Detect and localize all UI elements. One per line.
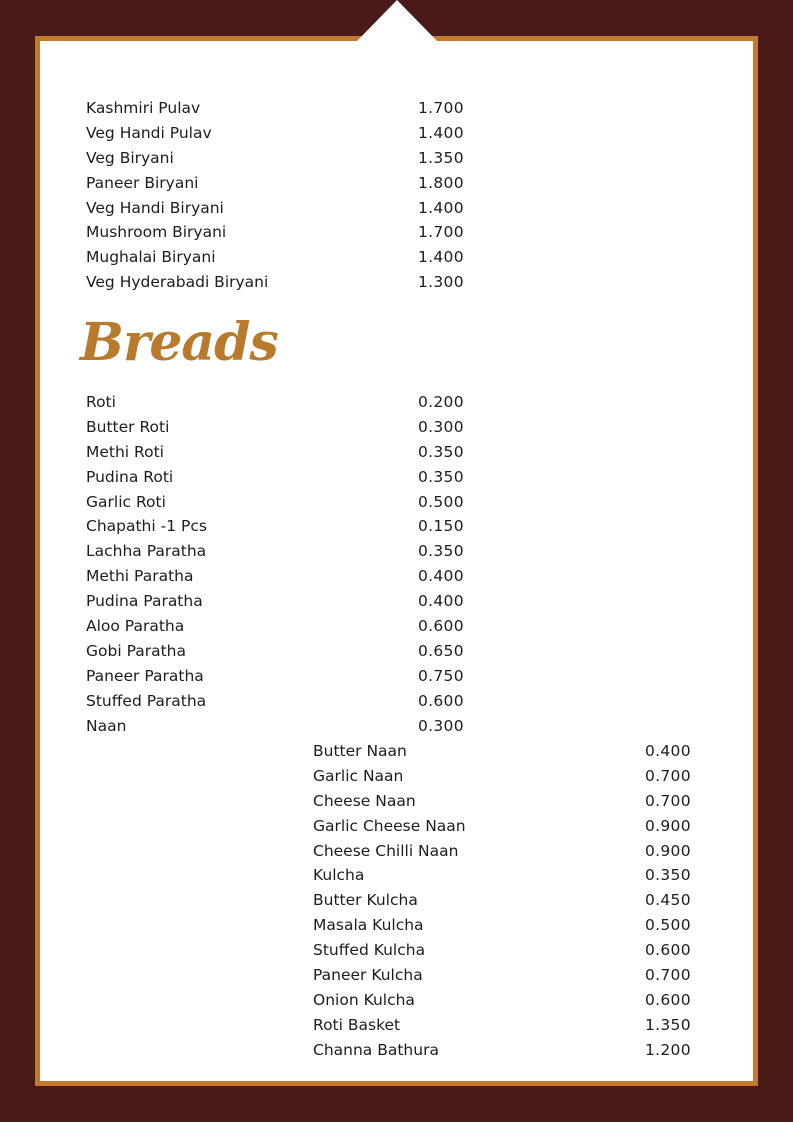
menu-item-name: Butter Roti: [86, 417, 170, 436]
menu-item-price: 1.800: [418, 173, 464, 192]
menu-item-price: 1.300: [418, 273, 464, 292]
menu-item-price: 1.700: [418, 99, 464, 117]
menu-item-price: 0.300: [418, 417, 464, 436]
menu-item-name: Masala Kulcha: [313, 916, 424, 935]
menu-item-price: 0.900: [645, 841, 691, 860]
menu-item-name: Stuffed Paratha: [86, 691, 207, 710]
menu-item-price: 0.650: [418, 641, 464, 660]
menu-item-price: 0.400: [645, 742, 691, 760]
menu-item-name: Naan: [86, 716, 127, 735]
menu-item-name: Butter Kulcha: [313, 891, 418, 910]
menu-item-name: Paneer Paratha: [86, 666, 204, 685]
menu-item-name: Chapathi -1 Pcs: [86, 517, 207, 536]
menu-item-price: 0.300: [418, 716, 464, 735]
menu-item-price: 1.350: [645, 1015, 691, 1034]
menu-item-price: 0.600: [418, 617, 464, 636]
menu-item-name: Methi Roti: [86, 442, 164, 461]
menu-item-price: 0.400: [418, 592, 464, 611]
menu-item-name: Paneer Kulcha: [313, 966, 423, 985]
menu-item-name: Butter Naan: [313, 742, 407, 760]
menu-item-price: 0.450: [645, 891, 691, 910]
menu-item-price: 0.600: [645, 941, 691, 960]
menu-item-name: Garlic Cheese Naan: [313, 816, 466, 835]
menu-item-price: 1.400: [418, 198, 464, 217]
menu-item-name: Pudina Roti: [86, 467, 174, 486]
menu-item-price: 0.600: [418, 691, 464, 710]
menu-item-name: Garlic Roti: [86, 492, 166, 511]
menu-item-name: Methi Paratha: [86, 567, 194, 586]
menu-item-price: 1.700: [418, 223, 464, 242]
menu-item-name: Veg Handi Pulav: [86, 123, 212, 142]
menu-item-name: Veg Handi Biryani: [86, 198, 224, 217]
menu-item-name: Veg Biryani: [86, 148, 174, 167]
menu-item-price: 0.900: [645, 816, 691, 835]
menu-item-price: 0.350: [418, 467, 464, 486]
menu-item-price: 0.700: [645, 966, 691, 985]
menu-item-name: Aloo Paratha: [86, 617, 185, 636]
menu-item-name: Veg Hyderabadi Biryani: [86, 273, 269, 292]
menu-item-price: 0.350: [418, 542, 464, 561]
menu-item-name: Kashmiri Pulav: [86, 99, 201, 117]
menu-item-name: Lachha Paratha: [86, 542, 207, 561]
menu-item-price: 0.500: [418, 492, 464, 511]
menu-item-name: Onion Kulcha: [313, 990, 415, 1009]
menu-item-price: 0.200: [418, 393, 464, 411]
menu-item-price: 0.600: [645, 990, 691, 1009]
menu-item-price: 0.500: [645, 916, 691, 935]
menu-item-name: Channa Bathura: [313, 1040, 439, 1059]
menu-item-name: Roti Basket: [313, 1015, 401, 1034]
menu-item-name: Stuffed Kulcha: [313, 941, 426, 960]
menu-item-price: 0.350: [418, 442, 464, 461]
menu-item-price: 0.750: [418, 666, 464, 685]
menu-item-name: Cheese Naan: [313, 791, 416, 810]
menu-item-name: Gobi Paratha: [86, 641, 186, 660]
menu-item-name: Cheese Chilli Naan: [313, 841, 459, 860]
menu-item-price: 0.350: [645, 866, 691, 885]
menu-item-name: Pudina Paratha: [86, 592, 203, 611]
menu-item-name: Roti: [86, 393, 116, 411]
menu-item-price: 0.150: [418, 517, 464, 536]
menu-item-name: Paneer Biryani: [86, 173, 199, 192]
menu-item-price: 0.700: [645, 766, 691, 785]
menu-item-name: Kulcha: [313, 866, 365, 885]
menu-item-name: Garlic Naan: [313, 766, 404, 785]
section-heading-breads: Breads: [80, 312, 278, 373]
menu-item-price: 0.700: [645, 791, 691, 810]
menu-item-price: 1.350: [418, 148, 464, 167]
menu-item-name: Mughalai Biryani: [86, 248, 216, 267]
panel-notch: [357, 0, 437, 41]
menu-item-price: 1.400: [418, 123, 464, 142]
menu-item-price: 1.200: [645, 1040, 691, 1059]
menu-item-price: 0.400: [418, 567, 464, 586]
menu-item-name: Mushroom Biryani: [86, 223, 227, 242]
menu-item-price: 1.400: [418, 248, 464, 267]
